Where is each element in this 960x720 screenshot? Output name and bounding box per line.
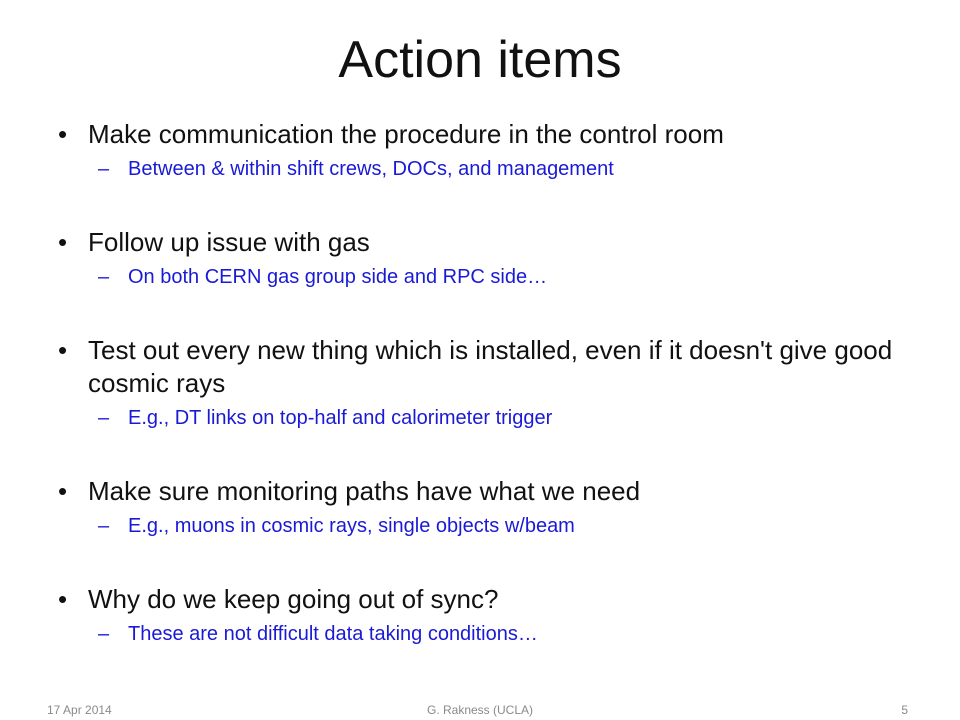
list-item — [58, 583, 928, 648]
dash-icon: – — [98, 623, 110, 645]
dash-icon: – — [98, 266, 110, 288]
slide-title: Action items — [338, 31, 622, 89]
bullet-dot-icon: • — [58, 119, 68, 149]
bullet-dot-icon: • — [58, 476, 68, 506]
list-item — [58, 118, 928, 183]
bullet-text: Make sure monitoring paths have what we need — [88, 476, 641, 506]
sub-bullet-text: These are not difficult data taking conditions… — [128, 623, 538, 645]
bullet-dot-icon: • — [58, 227, 68, 257]
list-item — [58, 334, 928, 432]
bullet-list — [58, 118, 928, 648]
footer-date: 17 Apr 2014 — [47, 703, 112, 717]
sub-bullet-text: Between & within shift crews, DOCs, and management — [128, 158, 614, 180]
sub-bullet-text: On both CERN gas group side and RPC side… — [128, 266, 548, 288]
page-number: 5 — [901, 703, 908, 717]
bullet-dot-icon: • — [58, 335, 68, 365]
dash-icon: – — [98, 158, 110, 180]
sub-bullet-text: E.g., DT links on top-half and calorimeter trigger — [128, 407, 553, 429]
bullet-text: Follow up issue with gas — [88, 227, 370, 257]
bullet-dot-icon: • — [58, 584, 68, 614]
footer-author: G. Rakness (UCLA) — [426, 703, 534, 717]
bullet-text: Make communication the procedure in the control room — [88, 119, 724, 149]
bullet-text: Why do we keep going out of sync? — [88, 584, 499, 614]
list-item — [58, 226, 928, 291]
list-item — [58, 475, 928, 540]
bullet-text: Test out every new thing which is installed, even if it doesn't give good cosmic rays — [88, 335, 893, 398]
dash-icon: – — [98, 407, 110, 429]
sub-bullet-text: E.g., muons in cosmic rays, single objects w/beam — [128, 515, 575, 537]
dash-icon: – — [98, 515, 110, 537]
